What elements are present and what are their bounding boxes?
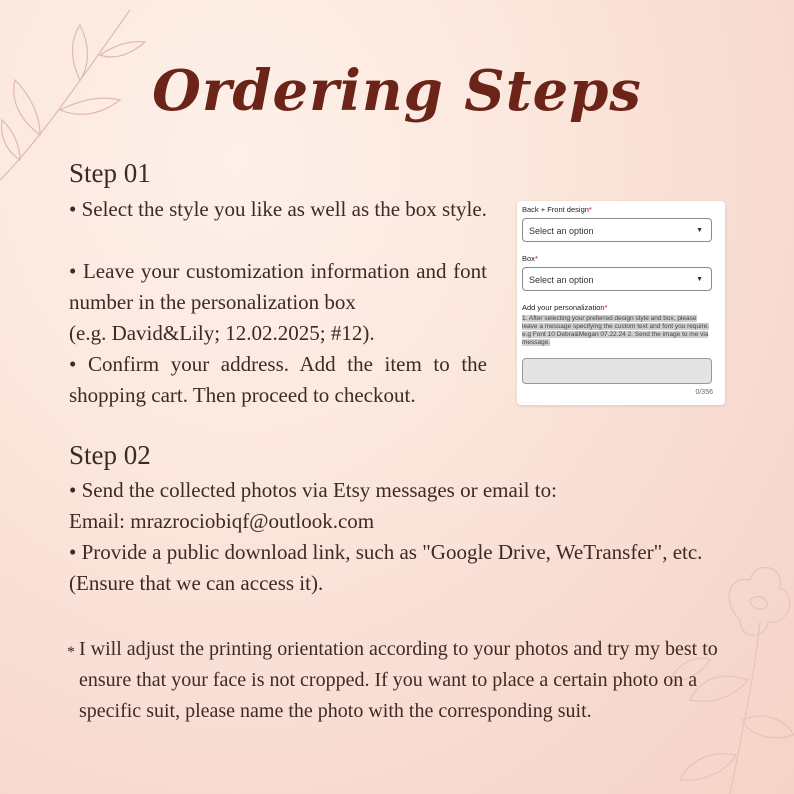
step2-email: Email: mrazrociobiqf@outlook.com [69, 509, 375, 533]
box-field-label: Box* [522, 254, 538, 263]
step1-bullet-checkout: • Confirm your address. Add the item to the shopping cart. Then proceed to checkout. [69, 352, 487, 407]
step2-bullet-send-photos: • Send the collected photos via Etsy messages or email to: [69, 478, 557, 502]
personalization-textarea[interactable] [522, 358, 712, 384]
note-text: I will adjust the printing orientation according to your photos and try my best to ensure that your face is not cropped. If you want to place a certain photo on a specific suit, please name the photo with the corresponding suit. [79, 638, 718, 722]
personalization-label: Add your personalization* [522, 303, 608, 312]
personalization-instructions: 1. After selecting your preferred design style and box, please leave a message specifying the custom text and font you require. e.g Font 10 Debra&Megan 07.22.24 2. Send the image to me via message. [522, 315, 710, 346]
box-select-value: Select an option [529, 275, 594, 285]
step1-bullet-customization: • Leave your customization information and font number in the personalization box [69, 259, 487, 314]
order-form-card [517, 201, 725, 405]
dropdown-arrow-icon: ▼ [696, 227, 703, 234]
box-select[interactable] [522, 267, 712, 291]
page-title: Ordering Steps [152, 58, 642, 124]
design-select[interactable] [522, 218, 712, 242]
note-star-icon: * [67, 644, 75, 661]
character-count: 0/356 [695, 389, 713, 396]
design-select-value: Select an option [529, 226, 594, 236]
step2-bullet-download-link: • Provide a public download link, such as "Google Drive, WeTransfer", etc. (Ensure that we can access it). [69, 540, 703, 595]
step2-heading: Step 02 [69, 440, 151, 470]
design-field-label: Back + Front design* [522, 205, 592, 214]
dropdown-arrow-icon: ▼ [696, 276, 703, 283]
step1-heading: Step 01 [69, 158, 151, 188]
step1-example: (e.g. David&Lily; 12.02.2025; #12). [69, 321, 375, 345]
step1-bullet-select-style: • Select the style you like as well as the box style. [69, 197, 487, 221]
